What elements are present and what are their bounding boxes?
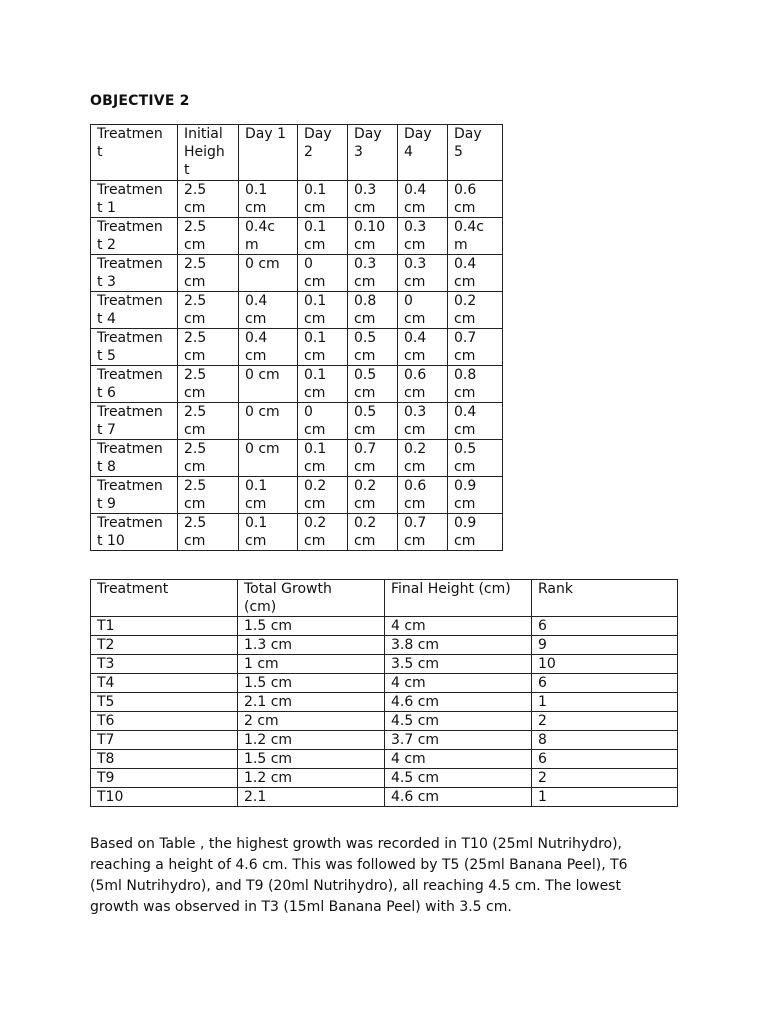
column-header: Day 1 <box>239 125 298 181</box>
column-header: Treatmen t <box>91 125 178 181</box>
table-cell: 2.5 cm <box>178 366 239 403</box>
table-cell: T1 <box>91 617 238 636</box>
table-cell: 0.1 cm <box>239 477 298 514</box>
column-header: Total Growth (cm) <box>238 580 385 617</box>
table-cell: Treatmen t 10 <box>91 514 178 551</box>
table-cell: Treatmen t 6 <box>91 366 178 403</box>
table-cell: 1 <box>532 693 678 712</box>
table-row <box>91 731 678 750</box>
table-row <box>91 366 503 403</box>
table-cell: T9 <box>91 769 238 788</box>
table-row <box>91 514 503 551</box>
table-cell: 0.3 cm <box>348 181 398 218</box>
table-row <box>91 788 678 807</box>
table-cell: 0.1 cm <box>298 329 348 366</box>
table-cell: 0.4 cm <box>398 181 448 218</box>
table-cell: 0.6 cm <box>448 181 503 218</box>
table-cell: 0.4 cm <box>239 329 298 366</box>
table-cell: 0.4 cm <box>398 329 448 366</box>
table-row <box>91 655 678 674</box>
table-cell: 0.5 cm <box>348 403 398 440</box>
table-cell: Treatmen t 5 <box>91 329 178 366</box>
table-cell: 4.5 cm <box>385 712 532 731</box>
table-cell: 1 cm <box>238 655 385 674</box>
table-cell: 0.1 cm <box>239 181 298 218</box>
page-title: OBJECTIVE 2 <box>90 93 190 109</box>
table-row <box>91 292 503 329</box>
table-cell: 0.1 cm <box>298 218 348 255</box>
table-cell: 0 cm <box>239 255 298 292</box>
table-row <box>91 329 503 366</box>
table-cell: 4 cm <box>385 617 532 636</box>
table-cell: 1.2 cm <box>238 731 385 750</box>
table-cell: 0 cm <box>398 292 448 329</box>
table-cell: 0.1 cm <box>239 514 298 551</box>
growth-summary-table <box>90 579 678 807</box>
table-cell: 0.5 cm <box>448 440 503 477</box>
table-cell: 6 <box>532 617 678 636</box>
table-cell: 0.5 cm <box>348 329 398 366</box>
table-cell: 0.2 cm <box>348 477 398 514</box>
table-cell: T10 <box>91 788 238 807</box>
column-header: Rank <box>532 580 678 617</box>
table-cell: 0.7 cm <box>398 514 448 551</box>
table-cell: 4.5 cm <box>385 769 532 788</box>
table-cell: 0.6 cm <box>398 477 448 514</box>
table-cell: 2.5 cm <box>178 514 239 551</box>
table-cell: 1.5 cm <box>238 617 385 636</box>
table-header-row <box>91 125 503 181</box>
table-cell: 2.5 cm <box>178 181 239 218</box>
table-cell: 4.6 cm <box>385 693 532 712</box>
table-cell: 2.5 cm <box>178 329 239 366</box>
table-cell: 1.5 cm <box>238 674 385 693</box>
table-cell: 1.3 cm <box>238 636 385 655</box>
table-cell: 0.1 cm <box>298 181 348 218</box>
table-cell: Treatmen t 1 <box>91 181 178 218</box>
table-cell: 0.4 cm <box>239 292 298 329</box>
table-cell: 9 <box>532 636 678 655</box>
table-cell: 0.10 cm <box>348 218 398 255</box>
table-cell: 0.3 cm <box>398 255 448 292</box>
table-cell: 0.3 cm <box>398 403 448 440</box>
table-cell: Treatmen t 7 <box>91 403 178 440</box>
column-header: Initial Heigh t <box>178 125 239 181</box>
table-cell: 0 cm <box>239 366 298 403</box>
table-cell: 2 <box>532 769 678 788</box>
table-cell: 0 cm <box>298 255 348 292</box>
table-cell: 0.6 cm <box>398 366 448 403</box>
table-row <box>91 181 503 218</box>
table-cell: Treatmen t 2 <box>91 218 178 255</box>
column-header: Treatment <box>91 580 238 617</box>
table-cell: 2.5 cm <box>178 477 239 514</box>
table-row <box>91 617 678 636</box>
table-cell: Treatmen t 9 <box>91 477 178 514</box>
table-cell: 2 <box>532 712 678 731</box>
table-cell: 0.2 cm <box>348 514 398 551</box>
table-cell: 6 <box>532 674 678 693</box>
table-cell: Treatmen t 4 <box>91 292 178 329</box>
table-cell: 8 <box>532 731 678 750</box>
table-cell: 6 <box>532 750 678 769</box>
table-header-row <box>91 580 678 617</box>
table-cell: T3 <box>91 655 238 674</box>
table-cell: 0.8 cm <box>348 292 398 329</box>
table-row <box>91 712 678 731</box>
table-cell: 0.3 cm <box>348 255 398 292</box>
table-cell: 10 <box>532 655 678 674</box>
table-cell: 3.7 cm <box>385 731 532 750</box>
table-cell: T6 <box>91 712 238 731</box>
table-cell: 0.8 cm <box>448 366 503 403</box>
table-cell: 2.5 cm <box>178 440 239 477</box>
table-row <box>91 440 503 477</box>
table-cell: 0.2 cm <box>298 477 348 514</box>
table-cell: 0.1 cm <box>298 440 348 477</box>
table-cell: 1.2 cm <box>238 769 385 788</box>
table-cell: 2.5 cm <box>178 218 239 255</box>
table-cell: 0.4 cm <box>448 255 503 292</box>
table-cell: 0 cm <box>298 403 348 440</box>
table-cell: 3.5 cm <box>385 655 532 674</box>
table-cell: 0.1 cm <box>298 292 348 329</box>
table-cell: 2 cm <box>238 712 385 731</box>
table-cell: 0 cm <box>239 403 298 440</box>
table-row <box>91 693 678 712</box>
daily-growth-table <box>90 124 503 551</box>
table-cell: 2.5 cm <box>178 255 239 292</box>
column-header: Day 2 <box>298 125 348 181</box>
table-cell: 2.5 cm <box>178 292 239 329</box>
column-header: Day 3 <box>348 125 398 181</box>
table-cell: T4 <box>91 674 238 693</box>
table-row <box>91 636 678 655</box>
table-cell: 0.2 cm <box>448 292 503 329</box>
table-row <box>91 218 503 255</box>
table-cell: 3.8 cm <box>385 636 532 655</box>
table-row <box>91 255 503 292</box>
table-row <box>91 750 678 769</box>
table-cell: 2.5 cm <box>178 403 239 440</box>
table-cell: 0.9 cm <box>448 477 503 514</box>
table-cell: 0.4 cm <box>448 403 503 440</box>
summary-paragraph: Based on Table , the highest growth was recorded in T10 (25ml Nutrihydro), reaching a height of 4.6 cm. This was followed by T5 (25ml Banana Peel), T6 (5ml Nutrihydro), and T9 (20ml Nutrihydro), all reaching 4.5 cm. The lowest growth was observed in T3 (15ml Banana Peel) with 3.5 cm. <box>90 836 628 915</box>
table-cell: 1.5 cm <box>238 750 385 769</box>
table-cell: 2.1 <box>238 788 385 807</box>
table-cell: T8 <box>91 750 238 769</box>
table-cell: 0.7 cm <box>348 440 398 477</box>
table-cell: T5 <box>91 693 238 712</box>
table-cell: 0.3 cm <box>398 218 448 255</box>
column-header: Day 4 <box>398 125 448 181</box>
table-cell: 0.1 cm <box>298 366 348 403</box>
table-cell: T7 <box>91 731 238 750</box>
table-cell: 4.6 cm <box>385 788 532 807</box>
column-header: Day 5 <box>448 125 503 181</box>
table-cell: 2.1 cm <box>238 693 385 712</box>
column-header: Final Height (cm) <box>385 580 532 617</box>
table-cell: 0 cm <box>239 440 298 477</box>
table-cell: 0.9 cm <box>448 514 503 551</box>
table-cell: 0.7 cm <box>448 329 503 366</box>
table-cell: 0.2 cm <box>298 514 348 551</box>
table-cell: 0.4c m <box>448 218 503 255</box>
table-row <box>91 403 503 440</box>
table-row <box>91 769 678 788</box>
table-cell: 0.2 cm <box>398 440 448 477</box>
table-row <box>91 477 503 514</box>
table-cell: Treatmen t 3 <box>91 255 178 292</box>
table-cell: T2 <box>91 636 238 655</box>
table-cell: 0.4c m <box>239 218 298 255</box>
table-row <box>91 674 678 693</box>
table-cell: Treatmen t 8 <box>91 440 178 477</box>
table-cell: 0.5 cm <box>348 366 398 403</box>
table-cell: 1 <box>532 788 678 807</box>
table-cell: 4 cm <box>385 674 532 693</box>
table-cell: 4 cm <box>385 750 532 769</box>
